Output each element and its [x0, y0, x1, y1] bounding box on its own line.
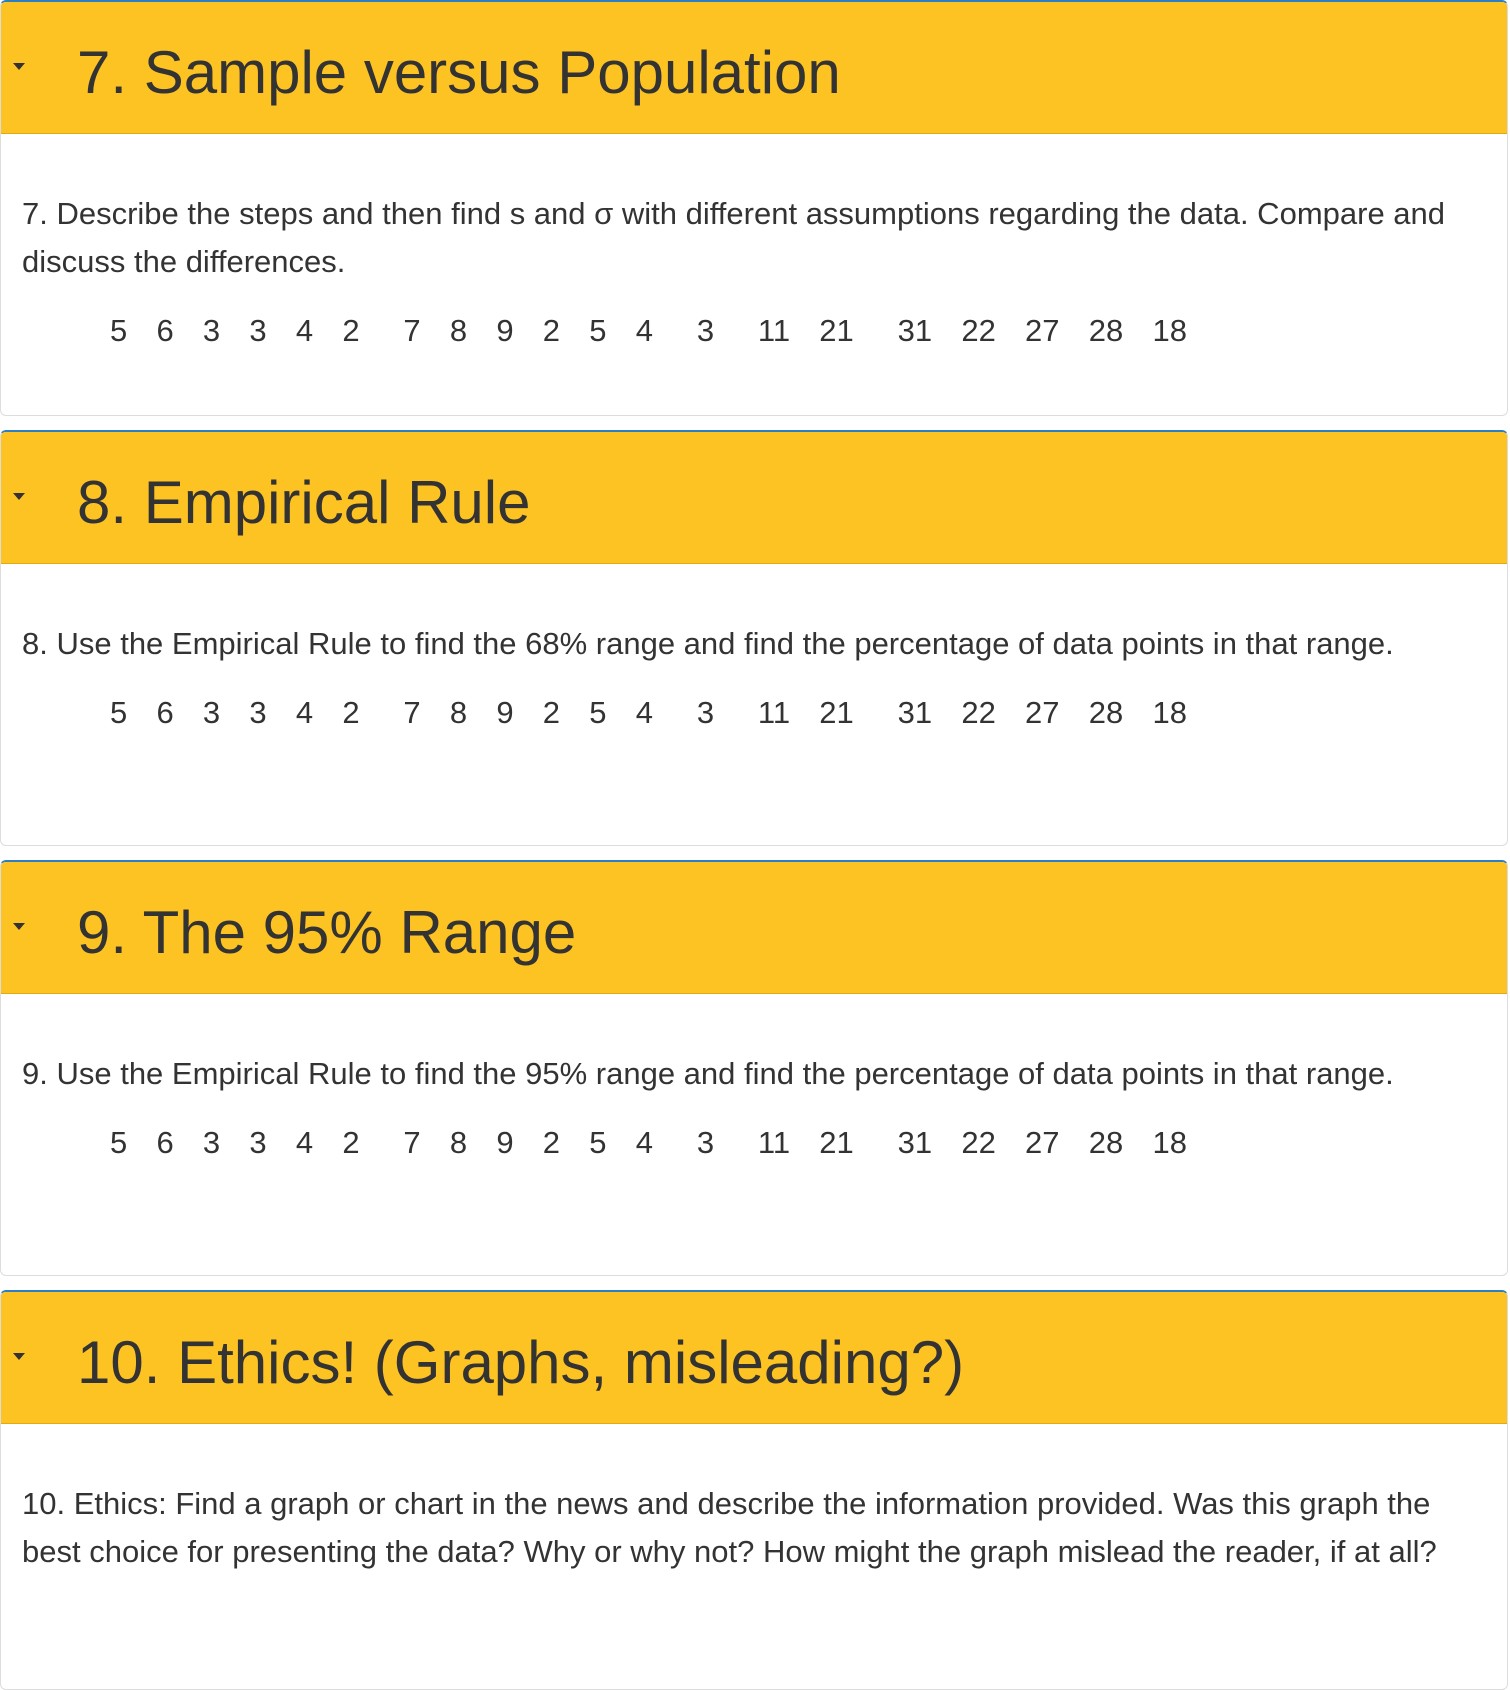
caret-down-icon[interactable] — [13, 493, 25, 500]
section-7-panel — [0, 0, 1508, 416]
section-9-data-values: 5 6 3 3 4 2 7 8 9 2 5 4 3 11 21 31 22 27 28 18 — [110, 1125, 1187, 1160]
section-9-question: 9. Use the Empirical Rule to find the 95% range and find the percentage of data points in that range. — [22, 1056, 1394, 1091]
caret-down-icon[interactable] — [13, 63, 25, 70]
section-7-data-values: 5 6 3 3 4 2 7 8 9 2 5 4 3 11 21 31 22 27 28 18 — [110, 313, 1187, 348]
section-7-body — [1, 134, 1507, 353]
caret-down-icon[interactable] — [13, 1353, 25, 1360]
section-7-title: 7. Sample versus Population — [77, 39, 841, 106]
section-9-title: 9. The 95% Range — [77, 899, 577, 966]
section-10-title: 10. Ethics! (Graphs, misleading?) — [77, 1329, 965, 1396]
section-8-data-values: 5 6 3 3 4 2 7 8 9 2 5 4 3 11 21 31 22 27 28 18 — [110, 695, 1187, 730]
section-8-panel — [0, 430, 1508, 846]
section-8-header[interactable] — [1, 432, 1507, 564]
section-10-panel — [0, 1290, 1508, 1690]
section-9-panel — [0, 860, 1508, 1276]
section-9-header[interactable] — [1, 862, 1507, 994]
section-7-question: 7. Describe the steps and then find s and σ with different assumptions regarding the data. Compare and discuss the differences. — [22, 196, 1446, 279]
section-10-header[interactable] — [1, 1292, 1507, 1424]
section-10-body — [1, 1424, 1507, 1576]
section-10-question: 10. Ethics: Find a graph or chart in the news and describe the information provided. Was this graph the best choice for presenting the data? Why or why not? How might the graph mislead the reader, if at all? — [22, 1486, 1437, 1569]
section-7-header[interactable] — [1, 2, 1507, 134]
section-8-body — [1, 564, 1507, 735]
section-8-question: 8. Use the Empirical Rule to find the 68% range and find the percentage of data points in that range. — [22, 626, 1394, 661]
caret-down-icon[interactable] — [13, 923, 25, 930]
section-9-body — [1, 994, 1507, 1165]
section-8-title: 8. Empirical Rule — [77, 469, 531, 536]
